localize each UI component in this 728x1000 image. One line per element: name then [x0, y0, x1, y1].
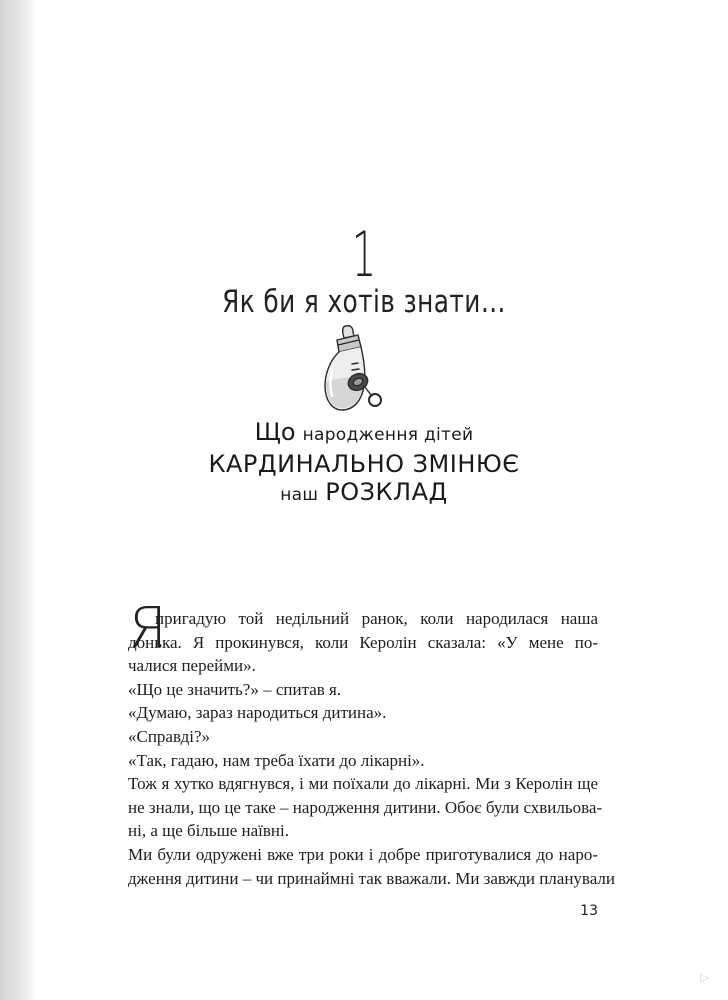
text-line: ні, а ще більше наївні. — [128, 821, 289, 841]
text-line: Ми були одружені вже три роки і добре приготувалися до наро- — [128, 844, 598, 864]
body-text — [128, 596, 616, 890]
subtitle-line-1-rest: народження дітей — [302, 425, 474, 445]
subtitle-line-3-small: наш — [280, 485, 319, 505]
chapter-number: 1 — [351, 218, 377, 291]
subtitle-lead-word: Що — [254, 418, 296, 446]
baby-bottle-pacifier-icon — [308, 320, 388, 416]
dialogue-block — [128, 678, 598, 772]
subtitle-line-2 — [0, 450, 728, 478]
subtitle-emphasis: КАРДИНАЛЬНО ЗМІНЮЄ — [208, 450, 520, 478]
paragraph-3 — [128, 843, 616, 890]
text-line: Тож я хутко вдягнувся, і ми поїхали до лікарні. Ми з Керолін ще — [128, 774, 598, 794]
text-line: пригадую той недільний ранок, коли народилася наша — [155, 609, 598, 628]
drop-cap: Я — [128, 596, 167, 661]
subtitle-line-3 — [0, 478, 728, 506]
dialogue-line: «Думаю, зараз народиться дитина». — [128, 703, 387, 723]
subtitle-line-1 — [0, 418, 728, 446]
paragraph-1 — [128, 596, 598, 678]
page-number: 13 — [580, 903, 598, 919]
text-line: дження дитини – чи принаймні так вважали. Ми завжди планували — [128, 868, 616, 888]
text-line: чалися перейми». — [128, 656, 256, 676]
dialogue-line: «Справді?» — [128, 726, 211, 746]
text-line: донька. Я прокинувся, коли Керолін сказала: «У мене по- — [128, 632, 598, 652]
subtitle-line-3-big: РОЗКЛАД — [325, 478, 448, 506]
dialogue-line: «Так, гадаю, нам треба їхати до лікарні». — [128, 750, 425, 770]
paragraph-2 — [128, 772, 603, 843]
text-line: не знали, що це таке – народження дитини. Обоє були схвильова- — [128, 797, 603, 817]
dialogue-line: «Що це значить?» – спитав я. — [128, 679, 342, 699]
corner-mark-icon: ▷ — [700, 970, 710, 984]
chapter-subtitle — [0, 418, 728, 506]
chapter-title: Як би я хотів знати… — [222, 284, 506, 320]
